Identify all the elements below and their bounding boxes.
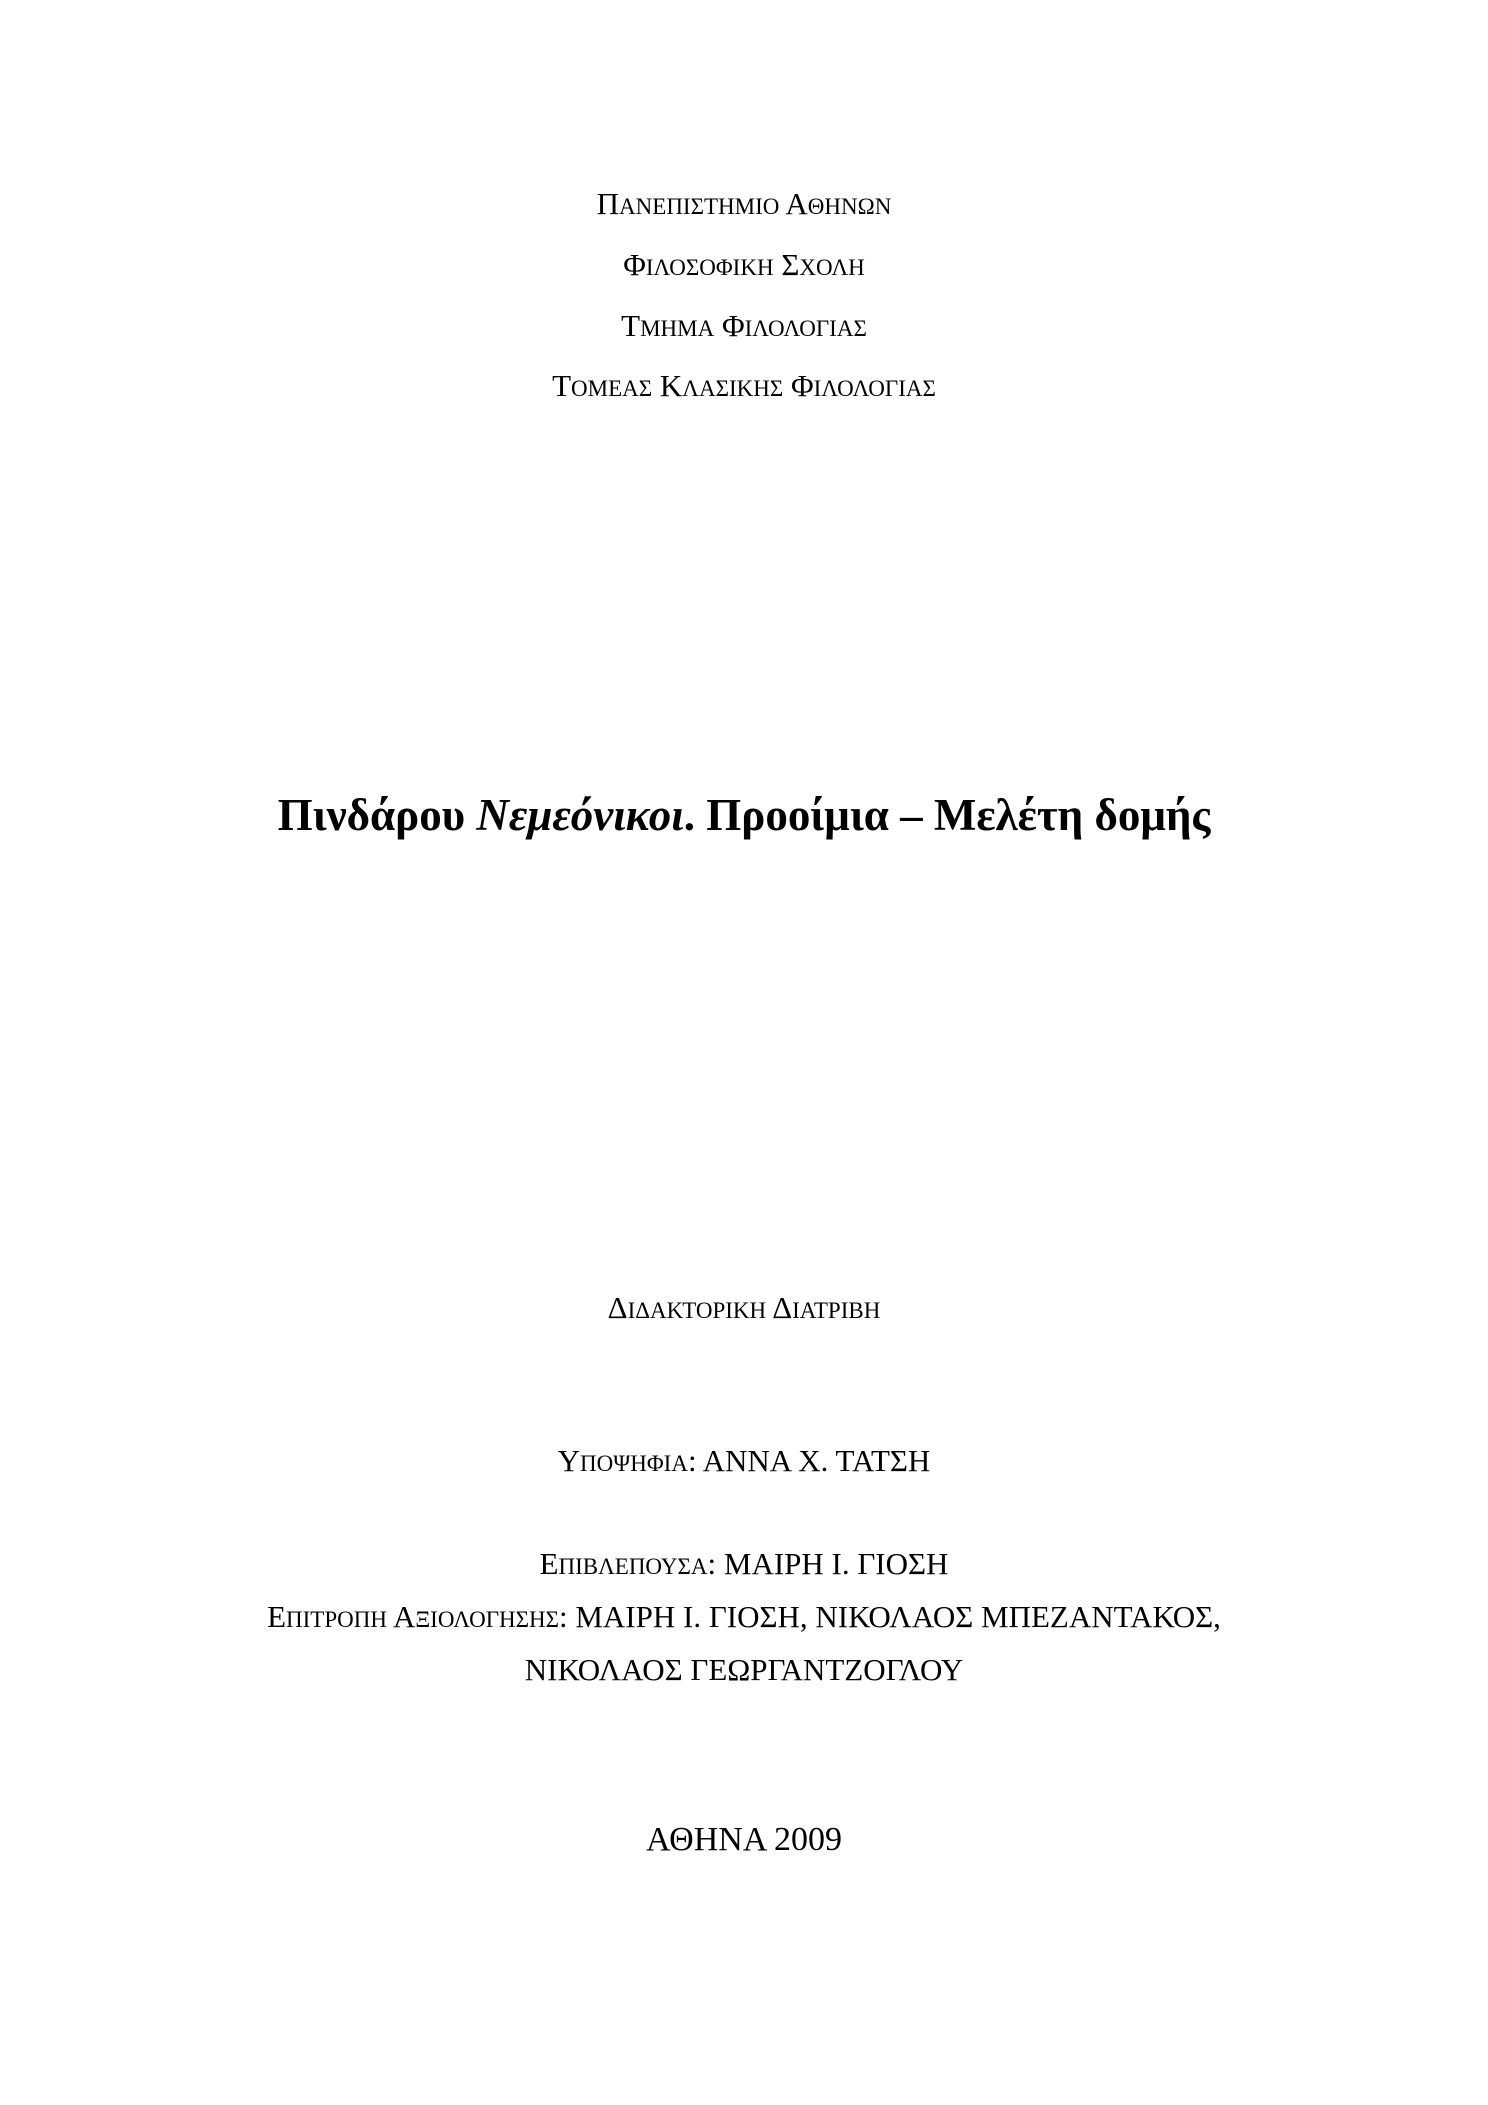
thesis-title-part1: Πινδάρου xyxy=(277,790,477,840)
place-and-year xyxy=(0,1823,1488,1857)
candidate-label: ΥΠΟΨΗΦΙΑ: xyxy=(557,1443,697,1478)
candidate-name: ΑΝΝΑ Χ. ΤΑΤΣΗ xyxy=(696,1443,931,1478)
supervisor-name: ΜΑΙΡΗ Ι. ΓΙΟΣΗ xyxy=(716,1546,949,1581)
committee-line-2 xyxy=(0,1654,1488,1685)
supervisor-label: ΕΠΙΒΛΕΠΟΥΣΑ: xyxy=(539,1546,717,1581)
committee-line-1 xyxy=(0,1601,1488,1632)
thesis-title-italic: Νεμεόνικοι xyxy=(476,790,684,840)
section-name xyxy=(0,370,1488,401)
university-name-text: ΠΑΝΕΠΙΣΤΗΜΙΟ ΑΘΗΝΩΝ xyxy=(596,186,892,221)
thesis-title-part2: . Προοίμια – Μελέτη δομής xyxy=(683,790,1211,840)
university-name xyxy=(0,188,1488,219)
thesis-title xyxy=(0,790,1488,840)
place-and-year-text: ΑΘΗΝΑ 2009 xyxy=(646,1821,842,1858)
section-name-text: ΤΟΜΕΑΣ ΚΛΑΣΙΚΗΣ ΦΙΛΟΛΟΓΙΑΣ xyxy=(552,368,936,403)
school-name-text: ΦΙΛΟΣΟΦΙΚΗ ΣΧΟΛΗ xyxy=(623,247,865,282)
candidate-line xyxy=(0,1445,1488,1476)
document-type xyxy=(0,1292,1488,1323)
committee-members-1: ΜΑΙΡΗ Ι. ΓΙΟΣΗ, ΝΙΚΟΛΑΟΣ ΜΠΕΖΑΝΤΑΚΟΣ, xyxy=(567,1599,1221,1634)
committee-members-2: ΝΙΚΟΛΑΟΣ ΓΕΩΡΓΑΝΤΖΟΓΛΟΥ xyxy=(524,1652,964,1687)
document-type-text: ΔΙΔΑΚΤΟΡΙΚΗ ΔΙΑΤΡΙΒΗ xyxy=(607,1290,881,1325)
committee-label: ΕΠΙΤΡΟΠΗ ΑΞΙΟΛΟΓΗΣΗΣ: xyxy=(267,1599,568,1634)
department-name-text: ΤΜΗΜΑ ΦΙΛΟΛΟΓΙΑΣ xyxy=(621,308,867,343)
school-name xyxy=(0,249,1488,280)
supervisor-line xyxy=(0,1548,1488,1579)
department-name xyxy=(0,310,1488,341)
